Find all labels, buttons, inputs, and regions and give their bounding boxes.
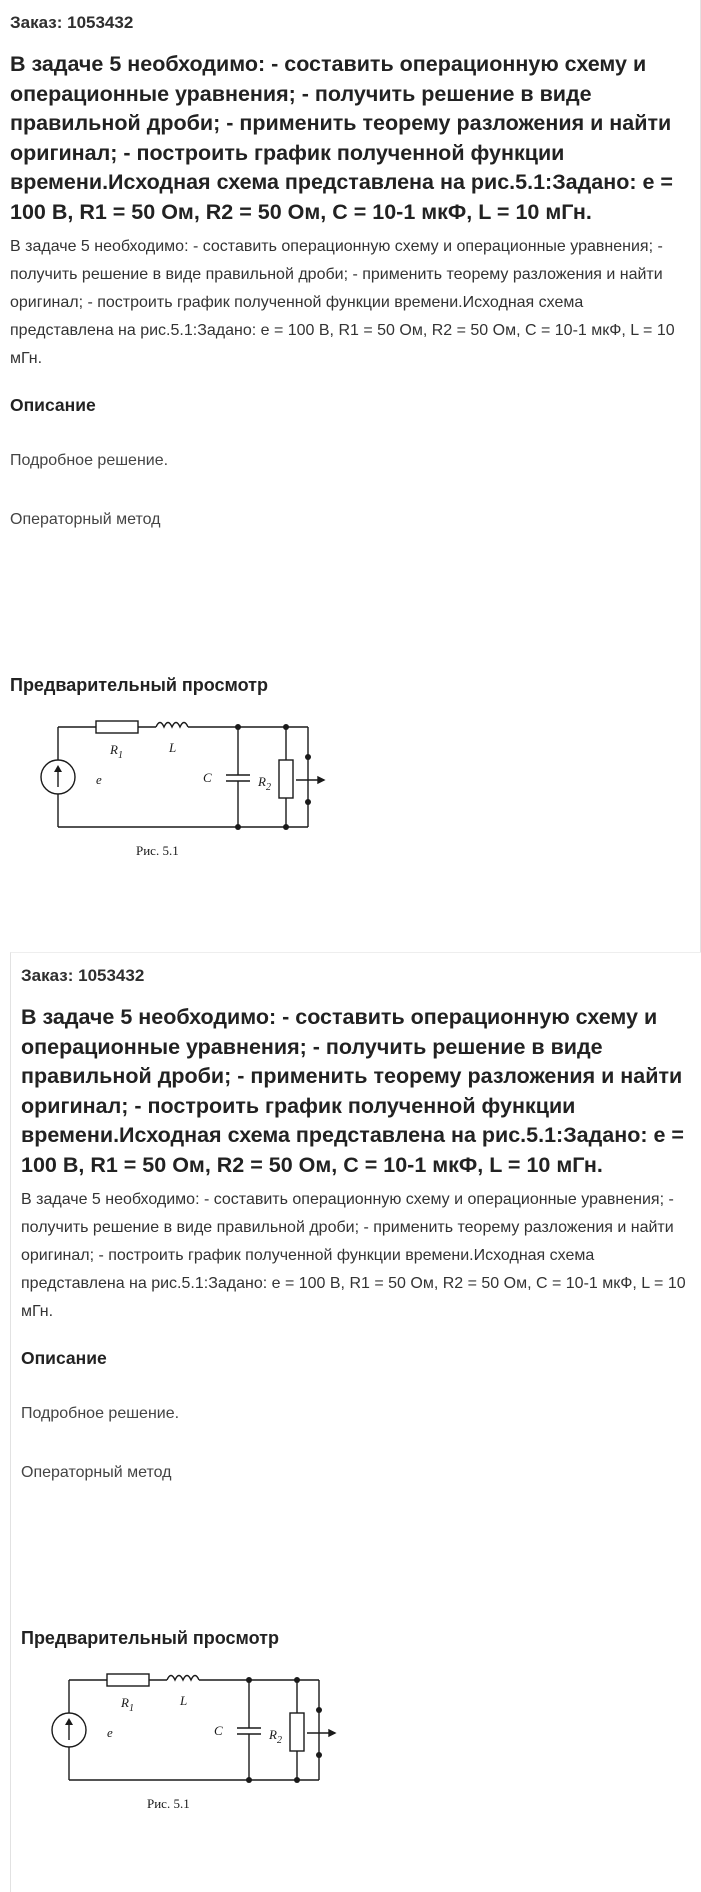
r2-label: R (258, 774, 266, 789)
detail-line-solution: Подробное решение. (10, 452, 169, 469)
r1-label: R (121, 1695, 129, 1710)
r1-subscript: 1 (117, 750, 123, 761)
figure-caption: Рис. 5.1 (147, 1796, 190, 1811)
r2-subscript: 2 (265, 782, 271, 793)
r2-label: R (269, 1727, 277, 1742)
order-number: Заказ: 1053432 (10, 13, 134, 32)
order-description: В задаче 5 необходимо: - составить операционную схему и операционные уравнения; - получить решение в виде правильной дроби; - применить теорему разложения и найти оригинал; - построить график полученной функции времени.Исходная схема представлена на рис.5.1:Задано: е = 100 В, R1 = 50 Ом, R2 = 50 Ом, С = 10-1 мкФ, L = 10 мГн. (21, 1191, 686, 1320)
description-heading: Описание (21, 1348, 107, 1368)
detail-line-solution: Подробное решение. (21, 1405, 180, 1422)
capacitor-label: C (214, 1723, 223, 1738)
order-title: В задаче 5 необходимо: - составить операционную схему и операционные уравнения; - получить решение в виде правильной дроби; - применить теорему разложения и найти оригинал; - построить график полученной функции времени.Исходная схема представлена на рис.5.1:Задано: е = 100 В, R1 = 50 Ом, R2 = 50 Ом, С = 10-1 мкФ, L = 10 мГн. (21, 1005, 684, 1177)
inductor-label: L (169, 740, 177, 755)
circuit-diagram (28, 712, 358, 862)
r2-subscript: 2 (276, 1735, 282, 1746)
source-label: e (107, 1725, 113, 1740)
detail-line-method: Операторный метод (10, 511, 161, 528)
inductor-symbol (156, 723, 188, 728)
order-card-2 (10, 952, 701, 1892)
description-heading: Описание (10, 395, 96, 415)
resistor-r2-symbol (290, 1713, 304, 1751)
resistor-r1-symbol (96, 721, 138, 733)
preview-heading: Предварительный просмотр (21, 1628, 279, 1648)
inductor-symbol (167, 1676, 199, 1681)
resistor-r1-symbol (107, 1674, 149, 1686)
inductor-label: L (180, 1693, 188, 1708)
figure-caption: Рис. 5.1 (136, 843, 179, 858)
svg-text:R1 (109, 742, 123, 761)
r1-subscript: 1 (128, 1703, 134, 1714)
capacitor-label: C (203, 770, 212, 785)
order-description: В задаче 5 необходимо: - составить операционную схему и операционные уравнения; - получить решение в виде правильной дроби; - применить теорему разложения и найти оригинал; - построить график полученной функции времени.Исходная схема представлена на рис.5.1:Задано: е = 100 В, R1 = 50 Ом, R2 = 50 Ом, С = 10-1 мкФ, L = 10 мГн. (10, 238, 675, 367)
resistor-r2-symbol (279, 760, 293, 798)
order-title: В задаче 5 необходимо: - составить операционную схему и операционные уравнения; - получить решение в виде правильной дроби; - применить теорему разложения и найти оригинал; - построить график полученной функции времени.Исходная схема представлена на рис.5.1:Задано: е = 100 В, R1 = 50 Ом, R2 = 50 Ом, С = 10-1 мкФ, L = 10 мГн. (10, 52, 673, 224)
order-number: Заказ: 1053432 (21, 966, 145, 985)
circuit-diagram (39, 1665, 369, 1815)
source-label: e (96, 772, 102, 787)
r1-label: R (110, 742, 118, 757)
svg-text:R2 (257, 774, 271, 793)
detail-line-method: Операторный метод (21, 1464, 172, 1481)
svg-text:R2 (268, 1727, 282, 1746)
svg-text:R1 (120, 1695, 134, 1714)
preview-heading: Предварительный просмотр (10, 675, 268, 695)
